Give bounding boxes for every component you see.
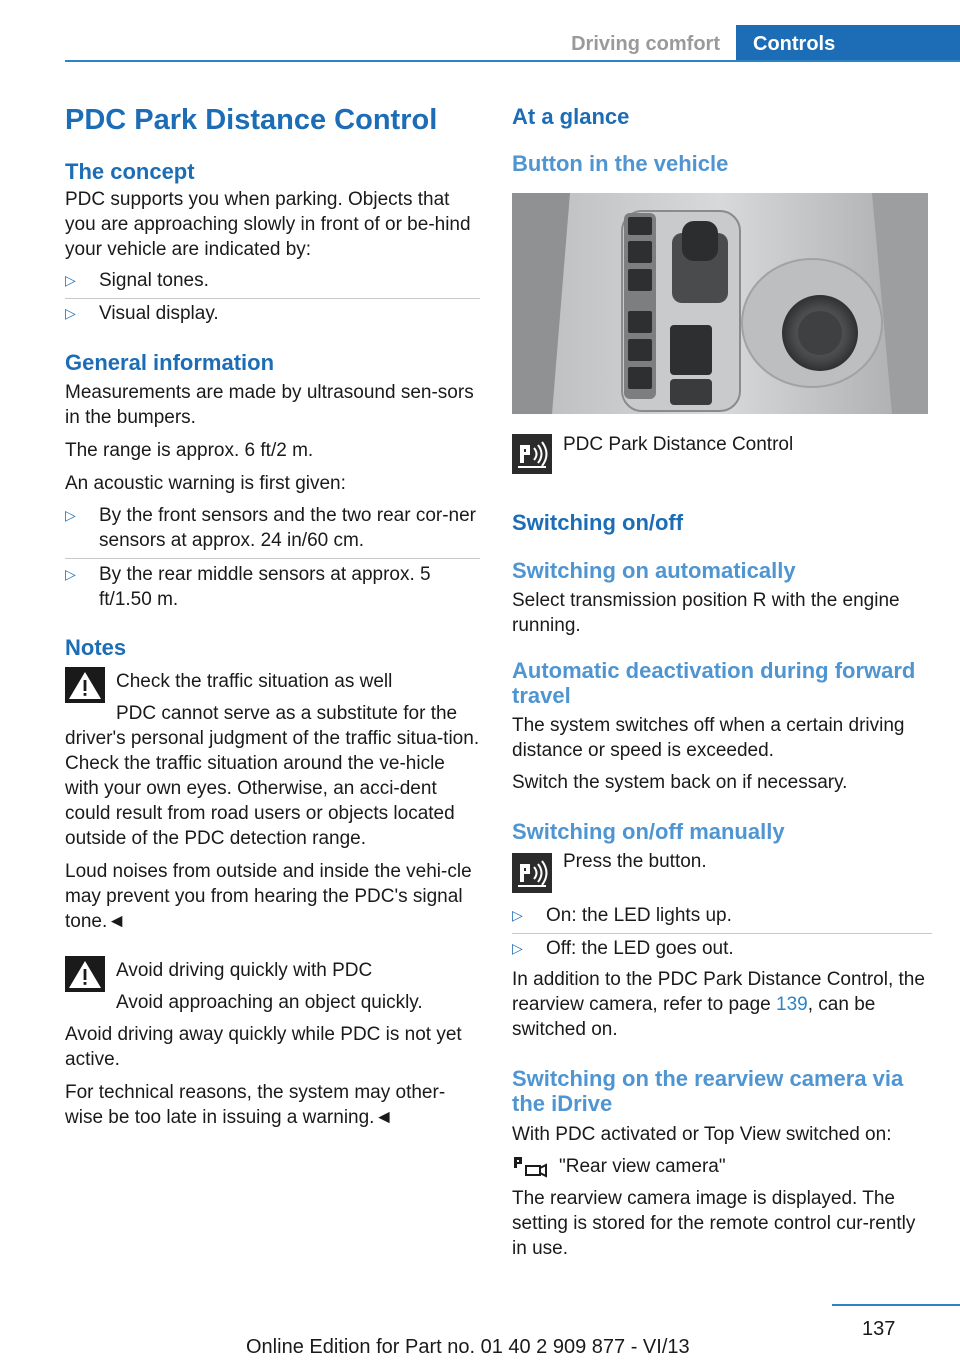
list-item <box>65 301 480 326</box>
edition-footer: Online Edition for Part no. 01 40 2 909 877 - VI/13 <box>246 1336 690 1358</box>
list-item <box>512 903 932 928</box>
list-item <box>65 503 480 553</box>
button-heading: Button in the vehicle <box>512 151 729 176</box>
pdc-symbol <box>512 434 552 474</box>
concept-body: PDC supports you when parking. Objects that you are approaching slowly in front of or be-hind your vehicle are indicated by: <box>65 189 471 260</box>
bullet-triangle-icon: ▷ <box>65 566 76 582</box>
rearview-heading: Switching on the rearview camera via the iDrive <box>512 1066 904 1116</box>
auto-on-body: Select transmission position R with the engine running. <box>512 590 900 636</box>
warning-title: Avoid driving quickly with PDC <box>116 960 373 981</box>
pdc-button-icon <box>512 434 552 474</box>
warning-icon <box>65 667 105 703</box>
divider <box>65 298 480 299</box>
rearview-menu-item: "Rear view camera" <box>559 1156 726 1177</box>
page-number: 137 <box>862 1318 896 1340</box>
warning-body-2: Loud noises from outside and inside the vehi-cle may prevent you from hearing the PDC's signal tone.◄ <box>65 861 472 932</box>
footer-rule <box>832 1304 960 1306</box>
divider <box>512 933 932 934</box>
warning-body: driver's personal judgment of the traffic situa-tion. Check the traffic situation around the ve-hicle with your own eyes. Otherwise, an acci-dent could result from road users or objects located outside of the PDC detection range. <box>65 728 480 849</box>
concept-heading: The concept <box>65 159 195 184</box>
page-link-139[interactable]: 139 <box>776 994 808 1015</box>
bullet-triangle-icon: ▷ <box>65 305 76 321</box>
rearview-body: The rearview camera image is displayed. The setting is stored for the remote control cur-rently in use. <box>512 1188 916 1259</box>
rear-camera-icon <box>512 1156 548 1178</box>
rearview-menu-row <box>512 1154 932 1179</box>
list-item <box>512 936 932 961</box>
auto-off-body: The system switches off when a certain driving distance or speed is exceeded. <box>512 715 905 761</box>
header-chapter-tab: Controls <box>736 25 960 62</box>
general-p2: The range is approx. 6 ft/2 m. <box>65 440 314 461</box>
console-illustration <box>512 193 928 414</box>
switching-heading: Switching on/off <box>512 510 684 535</box>
manual-press-text: Press the button. <box>563 851 707 872</box>
button-caption-row <box>512 434 932 474</box>
warning-block <box>65 958 480 1130</box>
divider <box>65 558 480 559</box>
manual-press-row <box>512 851 932 891</box>
general-p3: An acoustic warning is first given: <box>65 473 346 494</box>
bullet-text: Signal tones. <box>99 270 209 291</box>
page-title: PDC Park Distance Control <box>65 104 438 136</box>
bullet-text: By the rear middle sensors at approx. 5 ft/1.50 m. <box>99 564 431 610</box>
notes-heading: Notes <box>65 635 127 660</box>
header-section-title: Driving comfort <box>571 33 720 55</box>
bullet-text: Visual display. <box>99 303 219 324</box>
warning-icon <box>65 956 105 992</box>
button-caption: PDC Park Distance Control <box>563 434 794 455</box>
pdc-button-icon <box>512 853 552 893</box>
auto-on-heading: Switching on automatically <box>512 558 796 583</box>
right-column <box>512 100 932 1261</box>
warning-block <box>65 669 480 934</box>
warning-line: PDC cannot serve as a substitute for the <box>116 703 458 724</box>
addition-paragraph <box>512 967 932 1042</box>
list-item <box>65 268 480 293</box>
addition-text: In addition to the PDC Park Distance Control, the rearview camera, refer to page <box>512 969 925 1015</box>
vehicle-console-photo <box>512 193 928 414</box>
manual-heading: Switching on/off manually <box>512 819 785 844</box>
warning-title: Check the traffic situation as well <box>116 671 393 692</box>
auto-off-body-2: Switch the system back on if necessary. <box>512 772 848 793</box>
pdc-symbol <box>512 853 552 893</box>
bullet-text: By the front sensors and the two rear cor-ner sensors at approx. 24 in/60 cm. <box>99 505 477 551</box>
addition-text-end: , can be switched on. <box>512 994 876 1040</box>
bullet-triangle-icon: ▷ <box>65 272 76 288</box>
glance-heading: At a glance <box>512 104 630 129</box>
bullet-text: Off: the LED goes out. <box>546 938 734 959</box>
warning-body-2: For technical reasons, the system may other-wise be too late in issuing a warning.◄ <box>65 1082 446 1128</box>
bullet-triangle-icon: ▷ <box>512 940 523 956</box>
auto-off-heading: Automatic deactivation during forward travel <box>512 658 916 708</box>
header-rule <box>65 60 960 62</box>
bullet-triangle-icon: ▷ <box>512 907 523 923</box>
list-item <box>65 562 480 612</box>
warning-line: Avoid approaching an object quickly. <box>116 992 423 1013</box>
general-p1: Measurements are made by ultrasound sen-sors in the bumpers. <box>65 382 474 428</box>
rearview-intro: With PDC activated or Top View switched on: <box>512 1124 892 1145</box>
bullet-triangle-icon: ▷ <box>65 507 76 523</box>
bullet-text: On: the LED lights up. <box>546 905 732 926</box>
left-column <box>65 100 480 1130</box>
warning-body: Avoid driving away quickly while PDC is not yet active. <box>65 1024 462 1070</box>
general-heading: General information <box>65 350 275 375</box>
